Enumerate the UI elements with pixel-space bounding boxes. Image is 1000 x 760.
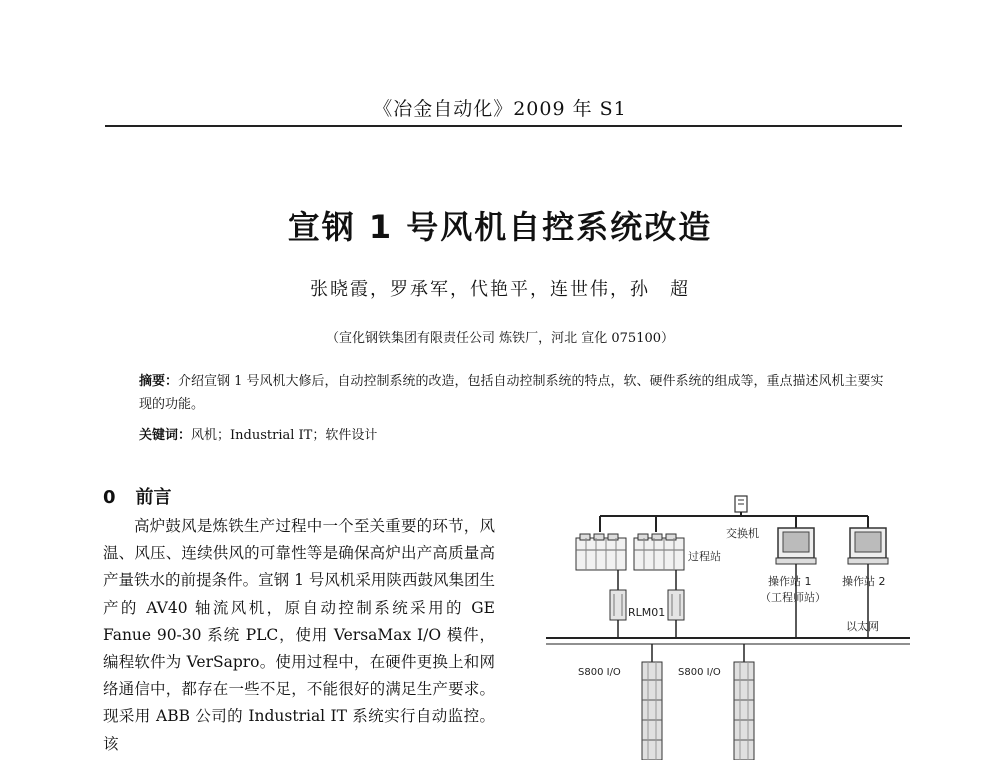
io-module-stack (642, 644, 662, 760)
operator-station-icon (848, 528, 888, 564)
section-title: 前言 (135, 487, 172, 508)
switch-icon (735, 496, 747, 512)
abstract (139, 370, 891, 416)
switch-label: 交换机 (726, 527, 759, 540)
keywords-text: 风机；Industrial IT；软件设计 (191, 428, 378, 443)
abstract-text: 介绍宣钢 1 号风机大修后，自动控制系统的改造，包括自动控制系统的特点，软、硬件系统的组成等，重点描述风机主要实现的功能。 (139, 374, 884, 412)
section-heading (103, 483, 172, 509)
keywords-label: 关键词： (139, 428, 192, 443)
body-text (103, 513, 495, 758)
rlm-module-icon (668, 570, 684, 620)
op-station1-label: 操作站 1 (768, 575, 812, 588)
journal-header: 《冶金自动化》2009 年 S1 (373, 98, 627, 120)
io-left-label: S800 I/O (578, 667, 621, 678)
abstract-label: 摘要： (139, 374, 179, 389)
section-number: 0 (103, 487, 116, 508)
rlm-module-icon (610, 570, 626, 620)
rlm-label: RLM01 (628, 606, 666, 619)
operator-station-icon (776, 528, 816, 564)
io-module-stack (734, 644, 754, 760)
process-station-label: 过程站 (688, 550, 721, 563)
io-right-label: S800 I/O (678, 667, 721, 678)
process-station-icon (634, 534, 684, 570)
authors: 张晓霞，罗承军，代艳平，连世伟，孙 超 (310, 279, 690, 300)
header-rule (105, 125, 902, 127)
intro-paragraph: 高炉鼓风是炼铁生产过程中一个至关重要的环节，风温、风压、连续供风的可靠性等是确保高炉出产高质量高产量铁水的前提条件。宣钢 1 号风机采用陕西鼓风集团生产的 AV40 轴流风机，原自动控制系统采用的 GE Fanue 90-30 系统 PLC，使用 VersaMax I/O 模件，编程软件为 VerSapro。使用过程中，在硬件更换上和网络通信中，都存在一些不足，不能很好的满足生产要求。现采用 ABB 公司的 Industrial IT 系统实行自动监控。该 (103, 517, 495, 753)
op-station2-label: 操作站 2 (842, 575, 886, 588)
process-station-icon (576, 534, 626, 570)
affiliation: （宣化钢铁集团有限责任公司 炼铁厂，河北 宣化 075100） (325, 331, 675, 346)
keywords (139, 424, 891, 443)
paper-title: 宣钢 1 号风机自控系统改造 (287, 208, 713, 246)
op-station1-sub: （工程师站） (760, 591, 826, 604)
system-architecture-figure (538, 490, 938, 760)
ethernet-label: 以太网 (846, 620, 879, 633)
